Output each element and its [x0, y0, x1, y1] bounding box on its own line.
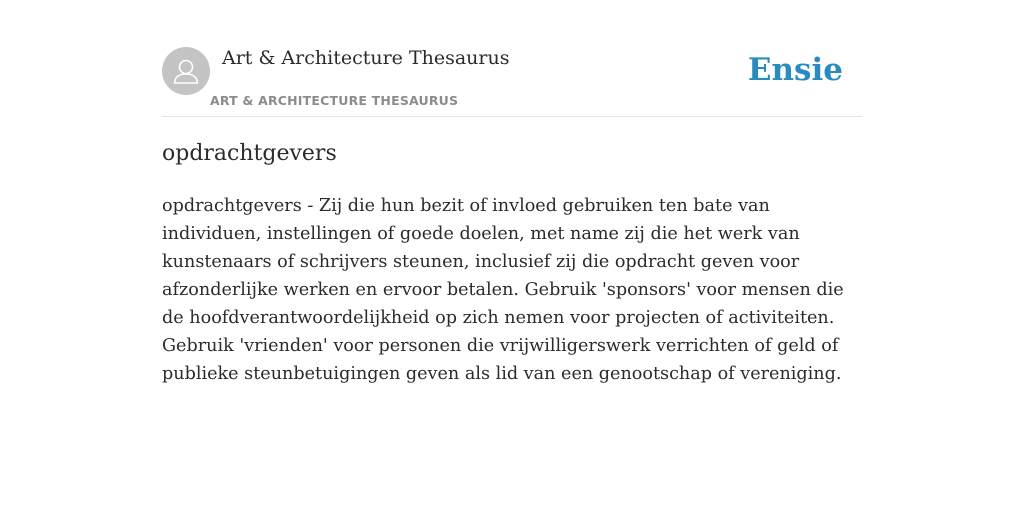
user-avatar-icon[interactable]: [162, 47, 210, 95]
term-title: opdrachtgevers: [162, 141, 337, 166]
source-subtitle: ART & ARCHITECTURE THESAURUS: [210, 93, 459, 108]
source-header: [162, 46, 862, 117]
definition-text: opdrachtgevers - Zij die hun bezit of invloed gebruiken ten bate van individuen, instellingen of goede doelen, met name zij die het werk van kunstenaars of schrijvers steunen, inclusief zij die opdracht geven voor afzonderlijke werken en ervoor betalen. Gebruik 'sponsors' voor mensen die de hoofdverantwoordelijkheid op zich nemen voor projecten of activiteiten. Gebruik 'vrienden' voor personen die vrijwilligerswerk verrichten of geld of publieke steunbetuigingen geven als lid van een genootschap of vereniging.: [162, 196, 844, 384]
source-title-link[interactable]: Art & Architecture Thesaurus: [222, 47, 510, 69]
user-avatar-svg: [162, 47, 210, 95]
brand-logo[interactable]: Ensie: [747, 52, 843, 88]
